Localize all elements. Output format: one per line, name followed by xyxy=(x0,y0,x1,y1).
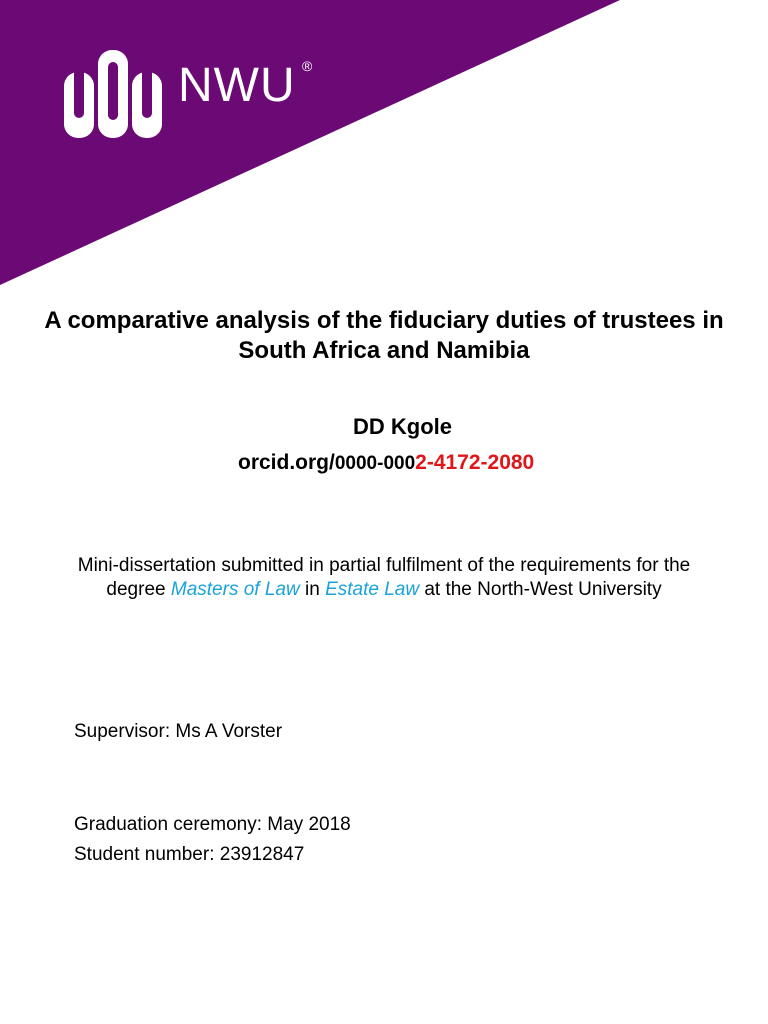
purple-triangle xyxy=(0,0,620,285)
dissertation-title: A comparative analysis of the fiduciary duties of trustees in South Africa and Namibia xyxy=(44,307,724,364)
author-name: DD Kgole xyxy=(353,414,452,439)
student-number-line: Student number: 23912847 xyxy=(74,844,305,865)
graduation-line: Graduation ceremony: May 2018 xyxy=(74,814,351,835)
orcid-id xyxy=(238,451,534,475)
orcid-part1: 0000-000 xyxy=(334,453,416,474)
logo-wordmark: NWU xyxy=(178,59,296,112)
field-name: Estate Law xyxy=(325,579,420,600)
desc-after: at the North-West University xyxy=(419,579,662,600)
supervisor-line: Supervisor: Ms A Vorster xyxy=(74,721,283,742)
header-banner xyxy=(0,0,768,300)
degree-name: Masters of Law xyxy=(170,579,300,600)
submission-statement xyxy=(60,554,708,602)
desc-before: Mini-dissertation submitted in partial fulfilment of the requirements for the degree xyxy=(77,555,691,600)
registered-mark: ® xyxy=(302,58,313,74)
orcid-prefix: orcid.org/ xyxy=(238,451,335,474)
desc-mid: in xyxy=(299,579,326,600)
orcid-part2: 2-4172-2080 xyxy=(415,451,535,474)
